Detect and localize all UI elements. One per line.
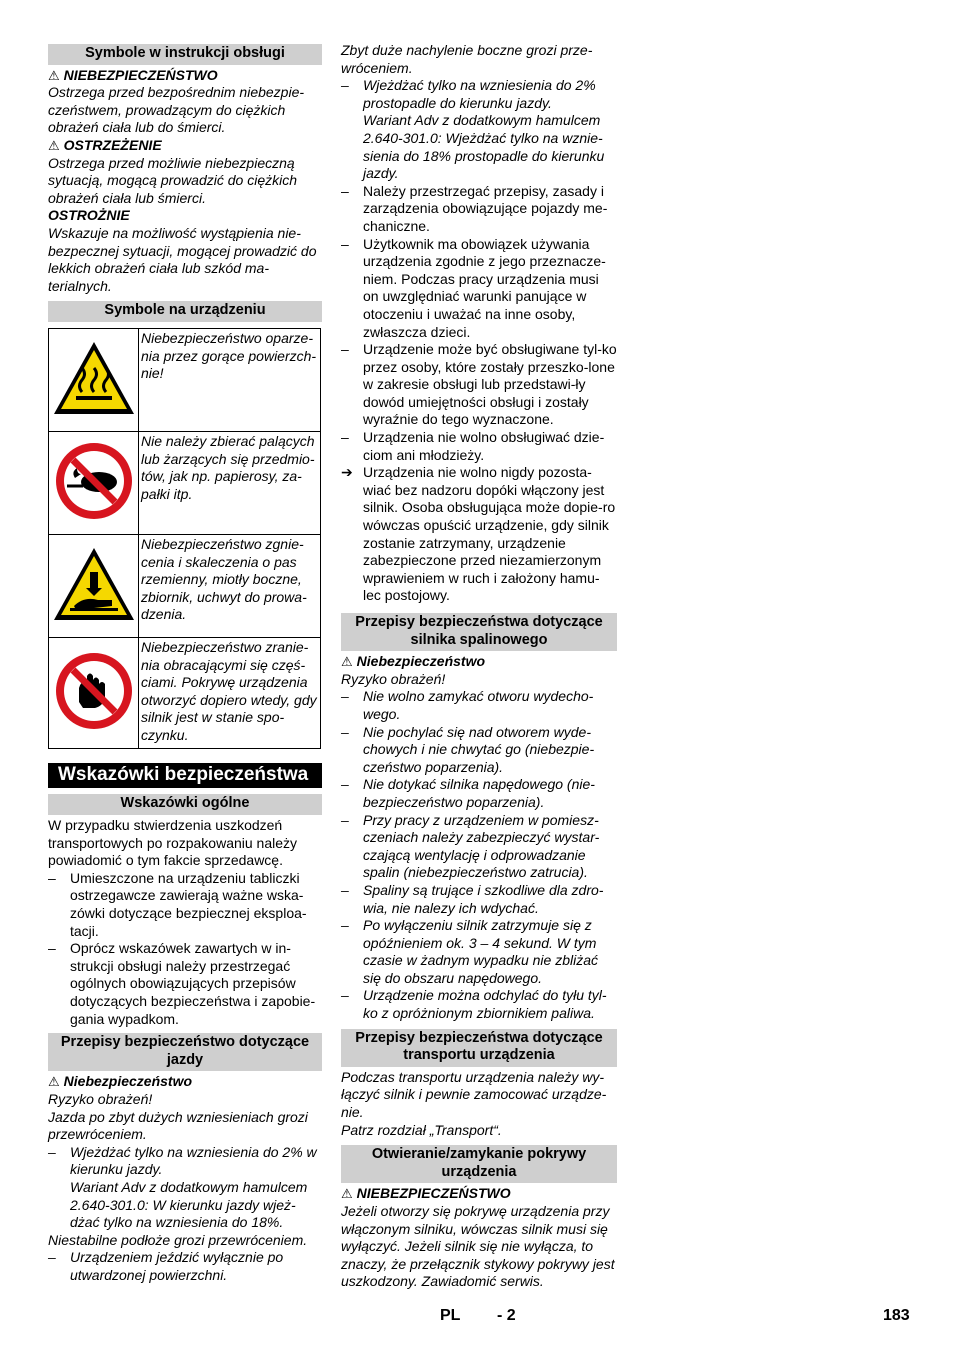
- symbol-text: Niebezpieczeństwo zgnie-cenia i skaleczenia o pas rzemienny, miotły boczne, zbiornik, uchwyt do prowa-dzenia.: [139, 534, 321, 637]
- symbol-row: [49, 328, 321, 431]
- list-item: – Nie wolno zamykać otworu wydecho-wego.: [341, 688, 594, 722]
- warning-triangle-icon: ⚠: [341, 1186, 353, 1202]
- footer-language: PL: [440, 1307, 461, 1324]
- heading-general: Wskazówki ogólne: [48, 794, 322, 815]
- symbol-row: [49, 637, 321, 749]
- device-symbols-table: [48, 328, 321, 750]
- warning-triangle-icon: ⚠: [48, 67, 60, 83]
- heading-cover: Otwieranie/zamykanie pokrywy urządzenia: [341, 1145, 617, 1183]
- list-item: – Umieszczone na urządzeniu tabliczki ostrzegawcze zawierają ważne wska-zówki dotyczące bezpiecznej eksploa-tacji.: [48, 869, 307, 939]
- driving-unstable-text: Niestabilne podłoże grozi przewróceniem.: [48, 1231, 308, 1248]
- list-item-variant: Wariant Adv z dodatkowym hamulcem 2.640-301.0: Wjeżdżać tylko na wznie-sienia do 18% prostopadle do kierunku jazdy.: [363, 112, 605, 182]
- no-hand-rotating-parts-icon: [49, 637, 139, 749]
- list-item: – Nie dotykać silnika napędowego (nie-bezpieczeństwo poparzenia).: [341, 776, 595, 810]
- section-title-safety: Wskazówki bezpieczeństwa: [48, 763, 322, 788]
- transport-text: Podczas transportu urządzenia należy wy-łączyć silnik i pewnie zamocować urządze-nie.: [341, 1068, 607, 1121]
- symbol-text: Niebezpieczeństwo zranie-nia obracającymi się częś-ciami. Pokrywę urządzenia otworzyć dopiero wtedy, gdy silnik jest w stanie spo-czynku.: [139, 637, 321, 749]
- caution-signal-word: OSTROŻNIE: [48, 207, 130, 224]
- hot-surface-warning-icon: [49, 328, 139, 431]
- cover-text: Jeżeli otworzy się pokrywę urządzenia przy włączonym silniku, wówczas silnik musi się wyłączyć. Jeżeli silnik się nie wyłącza, to znaczy, że przełącznik stykowy pokrywy jest uszkodzony. Zawiadomić serwis.: [341, 1203, 615, 1290]
- heading-driving: Przepisy bezpieczeństwo dotyczące jazdy: [48, 1033, 322, 1071]
- lateral-text: Zbyt duże nachylenie boczne grozi prze-wróceniem.: [341, 42, 593, 76]
- no-burning-objects-icon: [49, 431, 139, 534]
- list-item-arrow: ➔ Urządzenia nie wolno nigdy pozosta-wiać bez nadzoru dopóki włączony jest silnik. Osoba obsługująca może dopie-ro wówczas opuścić urządzenie, gdy silnik zostanie zatrzymany, urządzenie zabezpieczone przed niezamierzonym wprawieniem w ruch i założony hamu-lec postojowy.: [341, 464, 616, 604]
- list-item: – Nie pochylać się nad otworem wyde-chowych i nie chwytać go (niebezpie-czeństwo poparzenia).: [341, 723, 595, 775]
- list-item: – Należy przestrzegać przepisy, zasady i zarządzenia obowiązujące pojazdy me-chaniczne.: [341, 182, 608, 234]
- list-item: – Wjeżdżać tylko na wzniesienia do 2% w kierunku jazdy.: [48, 1143, 317, 1178]
- engine-danger-signal: ⚠ Niebezpieczeństwo: [341, 653, 486, 670]
- heading-symbols-device: Symbole na urządzeniu: [48, 301, 322, 322]
- driving-risk: Ryzyko obrażeń!: [48, 1090, 153, 1107]
- rules-list: [341, 183, 617, 605]
- footer-page-number: 183: [883, 1307, 910, 1324]
- list-item: – Po wyłączeniu silnik zatrzymuje się z opóźnieniem ok. 3 – 4 sekund. W tym czasie w żadnym wypadku nie zbliżać się do obszaru napędowego.: [341, 917, 598, 986]
- list-item-variant: Wariant Adv z dodatkowym hamulcem 2.640-301.0: W kierunku jazdy wjeż-dżać tylko na wzniesienia do 18%.: [70, 1178, 308, 1231]
- warning-triangle-icon: ⚠: [48, 1074, 60, 1090]
- engine-risk: Ryzyko obrażeń!: [341, 670, 446, 687]
- heading-symbols-manual: Symbole w instrukcji obsługi: [48, 44, 322, 65]
- caution-description: Wskazuje na możliwość wystąpienia nie-bezpecznej sytuacji, mogącej prowadzić do lekkich obrażeń ciała lub szkód ma-terialnych.: [48, 224, 317, 294]
- transport-see: Patrz rozdział „Transport“.: [341, 1121, 502, 1138]
- general-intro: W przypadku stwierdzenia uszkodzeń transportowych po rozpakowaniu należy powiadomić o tym fakcie sprzedawcę.: [48, 817, 298, 869]
- symbol-text: Nie należy zbierać palących lub żarzących się przedmio-tów, jak np. papierosy, za-pałki itp.: [139, 431, 321, 534]
- heading-engine: Przepisy bezpieczeństwa dotyczące silnika spalinowego: [341, 613, 617, 651]
- list-item: – Urządzeniem jeździć wyłącznie po utwardzonej powierzchni.: [48, 1249, 284, 1283]
- crush-hand-warning-icon: [49, 534, 139, 637]
- left-column: [48, 42, 322, 1285]
- driving-danger-signal: ⚠ Niebezpieczeństwo: [48, 1073, 193, 1090]
- lateral-list: [341, 77, 617, 183]
- list-item: – Wjeżdżać tylko na wzniesienia do 2% prostopadle do kierunku jazdy.: [341, 77, 596, 111]
- warning-signal-word: ⚠ OSTRZEŻENIE: [48, 136, 162, 153]
- driving-slope-text: Jazda po zbyt dużych wzniesieniach grozi przewróceniem.: [48, 1108, 308, 1143]
- heading-transport: Przepisy bezpieczeństwa dotyczące transportu urządzenia: [341, 1029, 617, 1067]
- list-item: – Spaliny są trujące i szkodliwe dla zdro-wia, nie nalezy ich wdychać.: [341, 881, 604, 916]
- arrow-icon: ➔: [341, 464, 353, 481]
- danger-signal-word: ⚠ NIEBEZPIECZEŃSTWO: [48, 66, 218, 83]
- driving-list-1: [48, 1144, 322, 1232]
- danger-description: Ostrzega przed bezpośrednim niebezpie-czeństwem, prowadzącym do ciężkich obrażeń ciała lub do śmierci.: [48, 84, 305, 136]
- cover-danger-signal: ⚠ NIEBEZPIECZEŃSTWO: [341, 1185, 511, 1202]
- engine-list: [341, 688, 617, 1022]
- right-column: [341, 42, 617, 1291]
- general-list: [48, 870, 322, 1028]
- warning-triangle-icon: ⚠: [48, 137, 60, 153]
- footer-local-page: - 2: [497, 1307, 516, 1324]
- symbol-text: Niebezpieczeństwo oparze-nia przez gorące powierzch-nie!: [139, 328, 321, 431]
- list-item: – Urządzenie może być obsługiwane tyl-ko przez osoby, które zostały przeszko-lone w zakresie obsługi lub przedstawi-ły dowód umiejętności obsługi i zostały wyraźnie do tego wyznaczone.: [341, 341, 617, 428]
- list-item: – Przy pracy z urządzeniem w pomiesz-czeniach należy zabezpieczyć wystar-czającą wentylację i odprowadzanie spalin (niebezpieczeństwo zatrucia).: [341, 811, 600, 881]
- symbol-row: [49, 431, 321, 534]
- warning-description: Ostrzega przed możliwie niebezpieczną sytuacją, mogącą prowadzić do ciężkich obrażeń ciała lub śmierci.: [48, 154, 298, 206]
- symbol-row: [49, 534, 321, 637]
- list-item: – Urządzenia nie wolno obsługiwać dzie-ciom ani młodzieży.: [341, 429, 605, 463]
- list-item: – Użytkownik ma obowiązek używania urządzenia zgodnie z jego przeznacze-niem. Podczas pracy urządzenia musi on uwzględniać warunki panujące w otoczeniu i uważać na inne osoby, zwłaszcza dzieci.: [341, 235, 606, 340]
- list-item: – Urządzenie można odchylać do tyłu tyl-ko z opróżnionym zbiornikiem paliwa.: [341, 987, 607, 1022]
- driving-list-2: [48, 1249, 322, 1284]
- list-item: – Oprócz wskazówek zawartych w in-strukcji obsługi należy przestrzegać ogólnych obowiązujących przepisów dotyczących bezpieczeństwa i zapobie-gania wypadkom.: [48, 940, 316, 1027]
- warning-triangle-icon: ⚠: [341, 654, 353, 670]
